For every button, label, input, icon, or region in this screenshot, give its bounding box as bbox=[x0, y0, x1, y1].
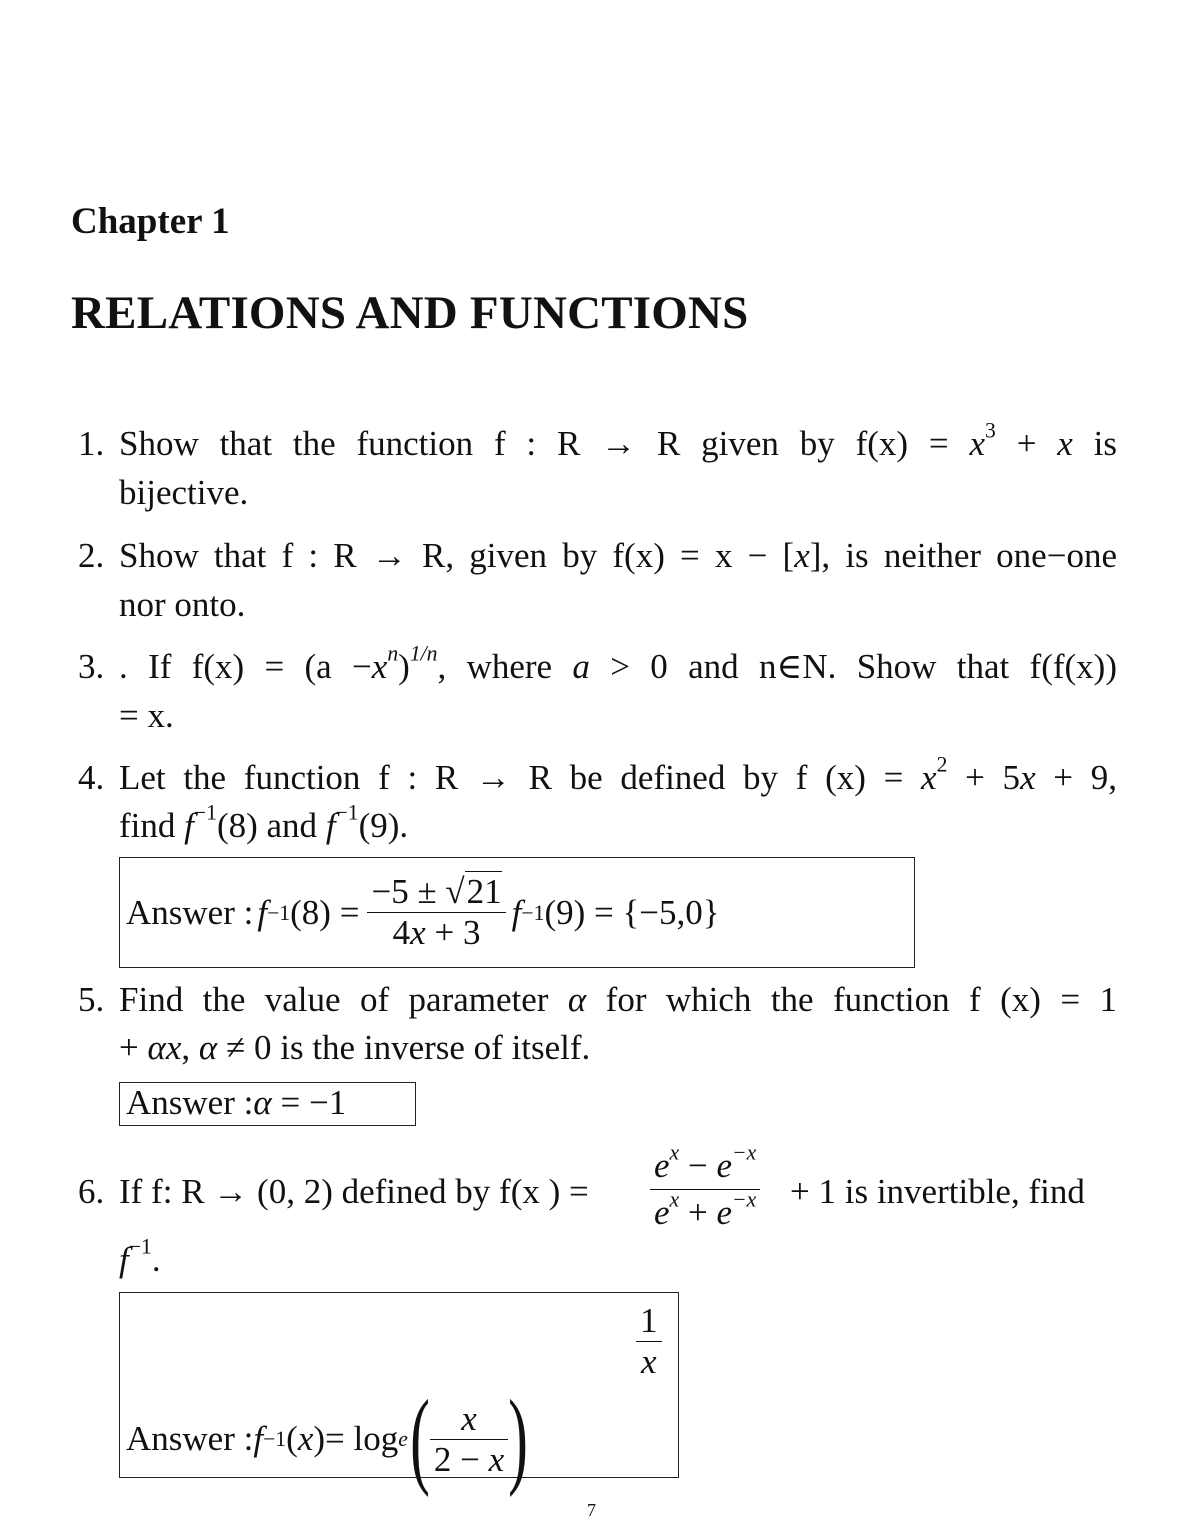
answer-4-fraction: $\frac{-5 \pm √21}{4x + 3}$ bbox=[367, 872, 505, 953]
answer-6-inner-fraction: $\frac{x}{2 - x}$ bbox=[430, 1399, 508, 1480]
question-4-answer-box: Answer : f −1 (8) = $\frac{-5 \pm √21}{4x + 3}$ f −1 (9) = {−5,0} bbox=[119, 857, 915, 968]
question-5-number: 5. bbox=[78, 980, 105, 1019]
right-paren: ) bbox=[508, 1379, 529, 1498]
question-6-number: 6. bbox=[78, 1172, 105, 1211]
question-3-line-1: . If $f(x) = (a -x^n)^{1/n}$, where a > 0 and n∈N. Show that f(f(x)) bbox=[119, 641, 1117, 686]
question-6-fraction: $\frac{e^x - e^{-x}}{e^x + e^{-x}}$ bbox=[650, 1143, 760, 1236]
page-number: 7 bbox=[587, 1500, 596, 1520]
answer-6-exponent-fraction: $\frac{1}{x}$ bbox=[636, 1301, 662, 1382]
chapter-title: RELATIONS AND FUNCTIONS bbox=[71, 287, 749, 339]
question-6-line-1a: If f: R → (0, 2) defined by f(x ) = bbox=[119, 1172, 589, 1211]
question-6-line-2: $f^{-1}$. bbox=[119, 1234, 161, 1279]
chapter-label: Chapter 1 bbox=[71, 201, 230, 242]
left-paren: ( bbox=[409, 1379, 430, 1498]
question-5-line-2: + αx, α ≠ 0 is the inverse of itself. bbox=[119, 1028, 591, 1067]
question-5-line-1: Find the value of parameter α for which the function f (x) = 1 bbox=[119, 980, 1118, 1019]
question-1-line-2: bijective. bbox=[119, 473, 249, 512]
question-6-answer-box: Answer : f −1 ( x ) = log e ( $\frac{x}{2 - x}$ ) $\frac{1}{x}$ bbox=[119, 1292, 679, 1478]
question-1-number: 1. bbox=[78, 424, 105, 463]
question-2-number: 2. bbox=[78, 536, 105, 575]
question-4-line-1: Let the function f : R → R be defined by f $(x) = x^2 + 5x + 9$, bbox=[119, 752, 1117, 797]
question-4-number: 4. bbox=[78, 758, 105, 797]
question-1-line-1: Show that the function f : R → R given by $f(x) = x^3 + x$ is bbox=[119, 418, 1117, 463]
question-4-line-2: find $f^{-1}(8)$ and $f^{-1}(9)$. bbox=[119, 800, 409, 845]
question-2-line-1: Show that f : R → R, given by f(x) = x − [x], is neither one−one bbox=[119, 536, 1117, 575]
question-5-answer-box: Answer :α = −1 bbox=[119, 1082, 416, 1126]
question-6-line-1b: + 1 is invertible, find bbox=[790, 1172, 1085, 1211]
question-3-line-2: = x. bbox=[119, 696, 174, 735]
question-3-number: 3. bbox=[78, 647, 105, 686]
question-2-line-2: nor onto. bbox=[119, 585, 246, 624]
